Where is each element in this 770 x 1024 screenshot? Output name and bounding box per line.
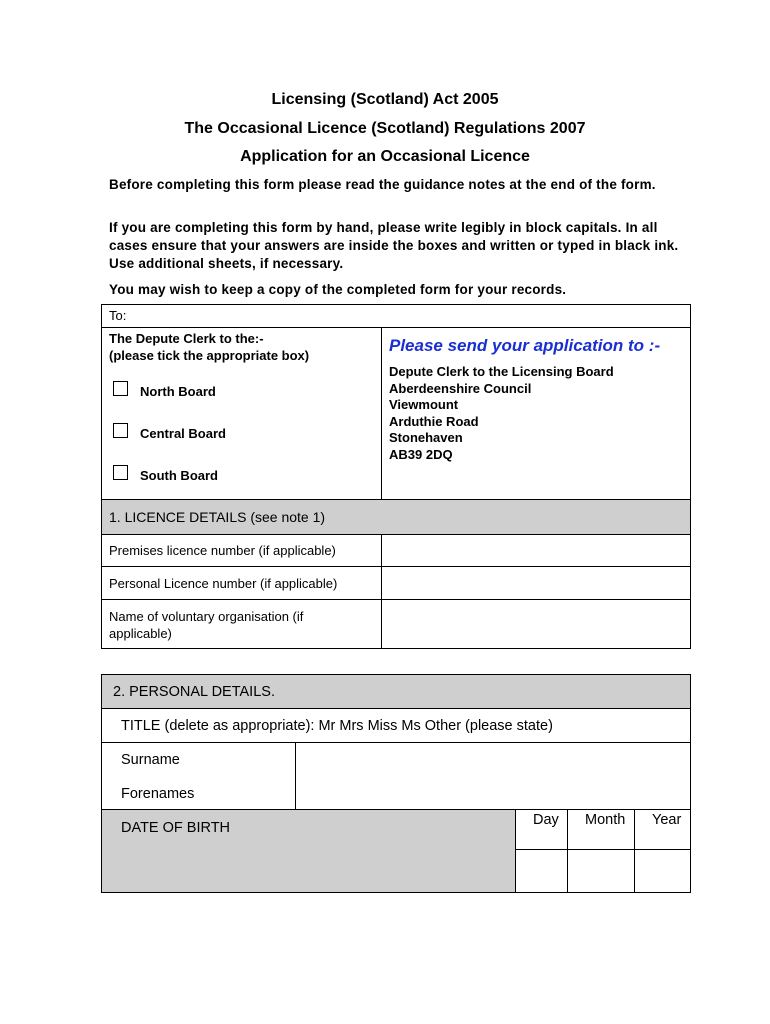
day-label: Day [533, 812, 559, 828]
council-address [389, 364, 614, 463]
address-line: Viewmount [389, 397, 459, 412]
intro-copy-note: You may wish to keep a copy of the completed form for your records. [109, 282, 567, 297]
regulations-title: The Occasional Licence (Scotland) Regulations 2007 [184, 120, 586, 137]
licence-details-heading: 1. LICENCE DETAILS (see note 1) [109, 509, 326, 525]
address-line: Aberdeenshire Council [389, 380, 532, 396]
premises-licence-field[interactable] [383, 536, 689, 565]
personal-licence-label: Personal Licence number (if applicable) [109, 576, 338, 591]
dob-day-field[interactable] [517, 851, 566, 891]
address-line: Stonehaven [389, 430, 463, 445]
north-board-checkbox[interactable] [113, 381, 128, 396]
title-instruction: TITLE (delete as appropriate): Mr Mrs Miss Ms Other (please state) [121, 718, 553, 734]
dob-month-field[interactable] [569, 851, 633, 891]
form-title: Application for an Occasional Licence [240, 148, 530, 165]
to-label: To: [109, 308, 127, 323]
central-board-checkbox[interactable] [113, 423, 128, 438]
central-board-label: Central Board [140, 426, 226, 441]
month-label: Month [585, 812, 626, 828]
personal-licence-field[interactable] [383, 568, 689, 598]
north-board-label: North Board [140, 384, 216, 399]
dob-year-field[interactable] [636, 851, 689, 891]
act-title: Licensing (Scotland) Act 2005 [271, 91, 499, 108]
south-board-checkbox[interactable] [113, 465, 128, 480]
address-line: AB39 2DQ [389, 446, 453, 462]
date-of-birth-label: DATE OF BIRTH [121, 820, 231, 836]
surname-label: Surname [121, 752, 180, 768]
south-board-label: South Board [140, 468, 218, 483]
address-line: Depute Clerk to the Licensing Board [389, 364, 614, 379]
personal-details-heading: 2. PERSONAL DETAILS. [113, 684, 275, 700]
depute-clerk-label: The Depute Clerk to the:- [109, 331, 264, 346]
voluntary-organisation-field[interactable] [383, 601, 689, 647]
premises-licence-label: Premises licence number (if applicable) [109, 543, 336, 558]
year-label: Year [652, 812, 682, 828]
address-line: Arduthie Road [389, 413, 479, 429]
forenames-label: Forenames [121, 786, 195, 802]
send-application-heading: Please send your application to :- [389, 336, 661, 355]
intro-guidance: Before completing this form please read the guidance notes at the end of the form. [109, 177, 656, 192]
intro-instructions: If you are completing this form by hand, please write legibly in block capitals. In all cases ensure that your answers are inside the boxes and written or typed in black ink. Use additional sheets, if necessary. [109, 220, 679, 271]
tick-instruction: (please tick the appropriate box) [109, 348, 310, 363]
name-field[interactable] [297, 744, 689, 808]
voluntary-organisation-label: Name of voluntary organisation (if applicable) [109, 609, 304, 641]
